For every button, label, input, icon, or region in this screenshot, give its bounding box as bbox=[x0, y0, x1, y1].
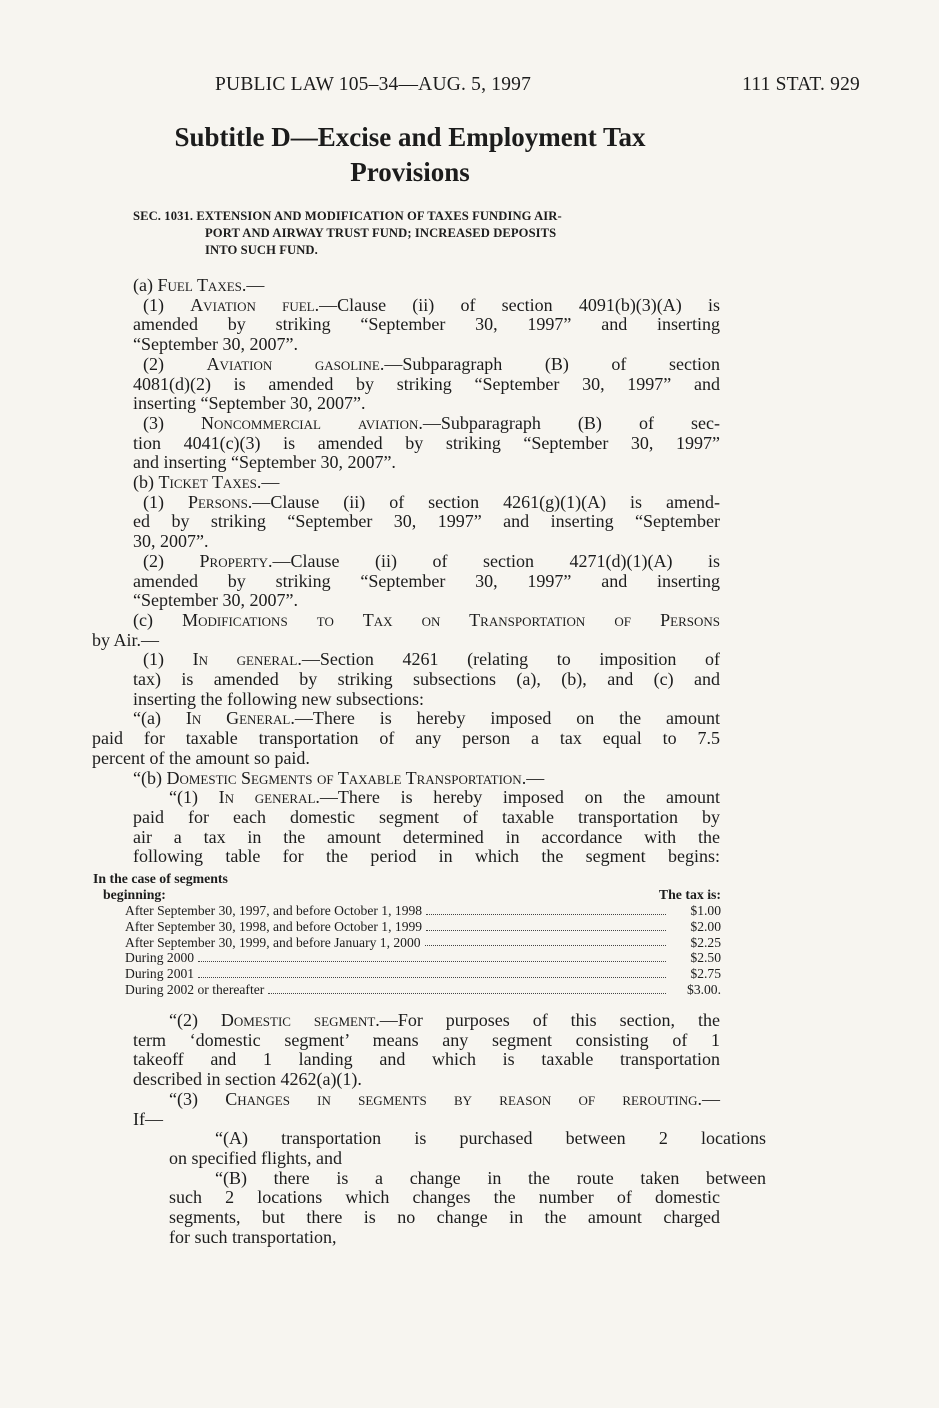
table-row-tax: $3.00. bbox=[687, 981, 721, 997]
quoted-b1-line: following table for the period in which the segment begins: bbox=[133, 846, 720, 867]
para-a2-line: 4081(d)(2) is amended by striking “September 30, 1997” and bbox=[133, 373, 720, 394]
para-a-heading: (a) Fuel Taxes.— bbox=[133, 275, 265, 295]
para-a3-line: tion 4041(c)(3) is amended by striking “September 30, 1997” bbox=[133, 432, 720, 453]
table-row-tax: $2.75 bbox=[690, 966, 721, 982]
section-heading-line-3: INTO SUCH FUND. bbox=[205, 243, 318, 257]
table-row-period: After September 30, 1997, and before October 1, 1998 bbox=[125, 903, 423, 918]
para-c-heading: (c) Modifications to Tax on Transportation of Persons bbox=[133, 609, 720, 630]
quoted-b-heading: “(b) Domestic Segments of Taxable Transportation.— bbox=[133, 767, 545, 788]
para-b1-line: ed by striking “September 30, 1997” and inserting “September bbox=[133, 511, 720, 532]
table-row bbox=[93, 903, 721, 919]
quoted-2-line: takeoff and 1 landing and which is taxable transportation bbox=[133, 1049, 720, 1070]
quoted-2-line: described in section 4262(a)(1). bbox=[133, 1069, 362, 1090]
para-a2-line: inserting “September 30, 2007”. bbox=[133, 393, 366, 414]
para-b2-line: “September 30, 2007”. bbox=[133, 590, 298, 611]
quoted-B-line: segments, but there is no change in the amount charged bbox=[169, 1207, 720, 1228]
table-header-left-line-1: In the case of segments bbox=[93, 871, 228, 886]
para-c1-line: inserting the following new subsections: bbox=[133, 688, 424, 709]
para-a2-line: (2) Aviation gasoline.—Subparagraph (B) of section bbox=[143, 353, 720, 374]
dot-leader bbox=[198, 960, 666, 962]
quoted-B-line: for such transportation, bbox=[169, 1226, 337, 1247]
dot-leader bbox=[198, 976, 666, 978]
table-row bbox=[93, 950, 721, 966]
para-a1-line: “September 30, 2007”. bbox=[133, 334, 298, 355]
quoted-A-line: “(A) transportation is purchased between 2 locations bbox=[215, 1128, 766, 1149]
quoted-B-line: such 2 locations which changes the number of domestic bbox=[169, 1187, 720, 1208]
table-header bbox=[93, 871, 721, 903]
quoted-a-line: percent of the amount so paid. bbox=[92, 747, 310, 768]
table-row-tax: $1.00 bbox=[690, 903, 721, 918]
table-row bbox=[93, 935, 721, 951]
para-a3-line: and inserting “September 30, 2007”. bbox=[133, 452, 396, 473]
table-row bbox=[93, 919, 721, 935]
body-text bbox=[92, 275, 721, 867]
table-row-period: During 2002 or thereafter bbox=[125, 981, 265, 997]
quoted-3-line: If— bbox=[133, 1108, 163, 1129]
table-header-left bbox=[93, 871, 228, 903]
quoted-b1-line: “(1) In general.—There is hereby imposed on the amount bbox=[169, 787, 720, 808]
table-row-tax: $2.00 bbox=[690, 918, 721, 934]
para-b1-line: 30, 2007”. bbox=[133, 531, 209, 552]
table-header-left-line-2: beginning: bbox=[103, 887, 166, 902]
dot-leader bbox=[426, 929, 666, 931]
para-a1-line: (1) Aviation fuel.—Clause (ii) of section 4091(b)(3)(A) is bbox=[143, 294, 720, 315]
subtitle-line-1: Subtitle D—Excise and Employment Tax bbox=[174, 122, 646, 152]
para-a1-line: amended by striking “September 30, 1997” and inserting bbox=[133, 314, 720, 335]
para-c1-line: (1) In general.—Section 4261 (relating to imposition of bbox=[143, 649, 720, 670]
table-row-tax: $2.25 bbox=[690, 934, 721, 950]
section-heading-line-1: SEC. 1031. EXTENSION AND MODIFICATION OF TAXES FUNDING AIR- bbox=[133, 209, 562, 223]
dot-leader bbox=[425, 944, 666, 946]
quoted-3-line: “(3) Changes in segments by reason of rerouting.— bbox=[169, 1088, 720, 1109]
para-c-heading: by Air.— bbox=[92, 629, 160, 650]
para-b1-line: (1) Persons.—Clause (ii) of section 4261(g)(1)(A) is amend- bbox=[143, 491, 720, 512]
para-c1-line: tax) is amended by striking subsections (a), (b), and (c) and bbox=[133, 669, 720, 690]
quoted-b1-line: paid for each domestic segment of taxable transportation by bbox=[133, 806, 720, 827]
table-rows bbox=[93, 903, 721, 998]
table-row-tax: $2.50 bbox=[690, 950, 721, 966]
tax-rate-table bbox=[93, 871, 721, 998]
para-b-heading: (b) Ticket Taxes.— bbox=[133, 472, 280, 493]
quoted-A-line: on specified flights, and bbox=[169, 1147, 342, 1168]
quoted-a-line: “(a) In General.—There is hereby imposed on the amount bbox=[133, 708, 721, 729]
table-row-period: During 2001 bbox=[125, 966, 195, 982]
dot-leader bbox=[268, 992, 666, 994]
para-b2-line: (2) Property.—Clause (ii) of section 4271(d)(1)(A) is bbox=[143, 550, 720, 571]
quoted-B-line: “(B) there is a change in the route taken between bbox=[215, 1167, 766, 1188]
subtitle-heading bbox=[110, 120, 710, 190]
table-header-right: The tax is: bbox=[658, 887, 721, 902]
dot-leader bbox=[426, 913, 666, 915]
table-row bbox=[93, 966, 721, 982]
quoted-b1-line: air a tax in the amount determined in accordance with the bbox=[133, 826, 720, 847]
table-row-period: During 2000 bbox=[125, 950, 195, 966]
section-heading bbox=[133, 208, 733, 259]
quoted-2-line: “(2) Domestic segment.—For purposes of this section, the bbox=[169, 1010, 720, 1030]
subtitle-line-2: Provisions bbox=[350, 157, 470, 187]
table-row-period: After September 30, 1999, and before January 1, 2000 bbox=[125, 934, 421, 950]
para-a3-line: (3) Noncommercial aviation.—Subparagraph (B) of sec- bbox=[143, 412, 720, 433]
body-text-continued bbox=[133, 1010, 766, 1247]
header-public-law: PUBLIC LAW 105–34—AUG. 5, 1997 bbox=[215, 74, 532, 95]
header-stat-page: 111 STAT. 929 bbox=[742, 74, 860, 95]
para-b2-line: amended by striking “September 30, 1997” and inserting bbox=[133, 570, 720, 591]
quoted-2-line: term ‘domestic segment’ means any segment consisting of 1 bbox=[133, 1029, 720, 1050]
table-row bbox=[93, 982, 721, 998]
table-row-period: After September 30, 1998, and before October 1, 1999 bbox=[125, 918, 423, 934]
section-heading-line-2: PORT AND AIRWAY TRUST FUND; INCREASED DEPOSITS bbox=[205, 226, 557, 240]
quoted-a-line: paid for taxable transportation of any person a tax equal to 7.5 bbox=[92, 728, 720, 749]
